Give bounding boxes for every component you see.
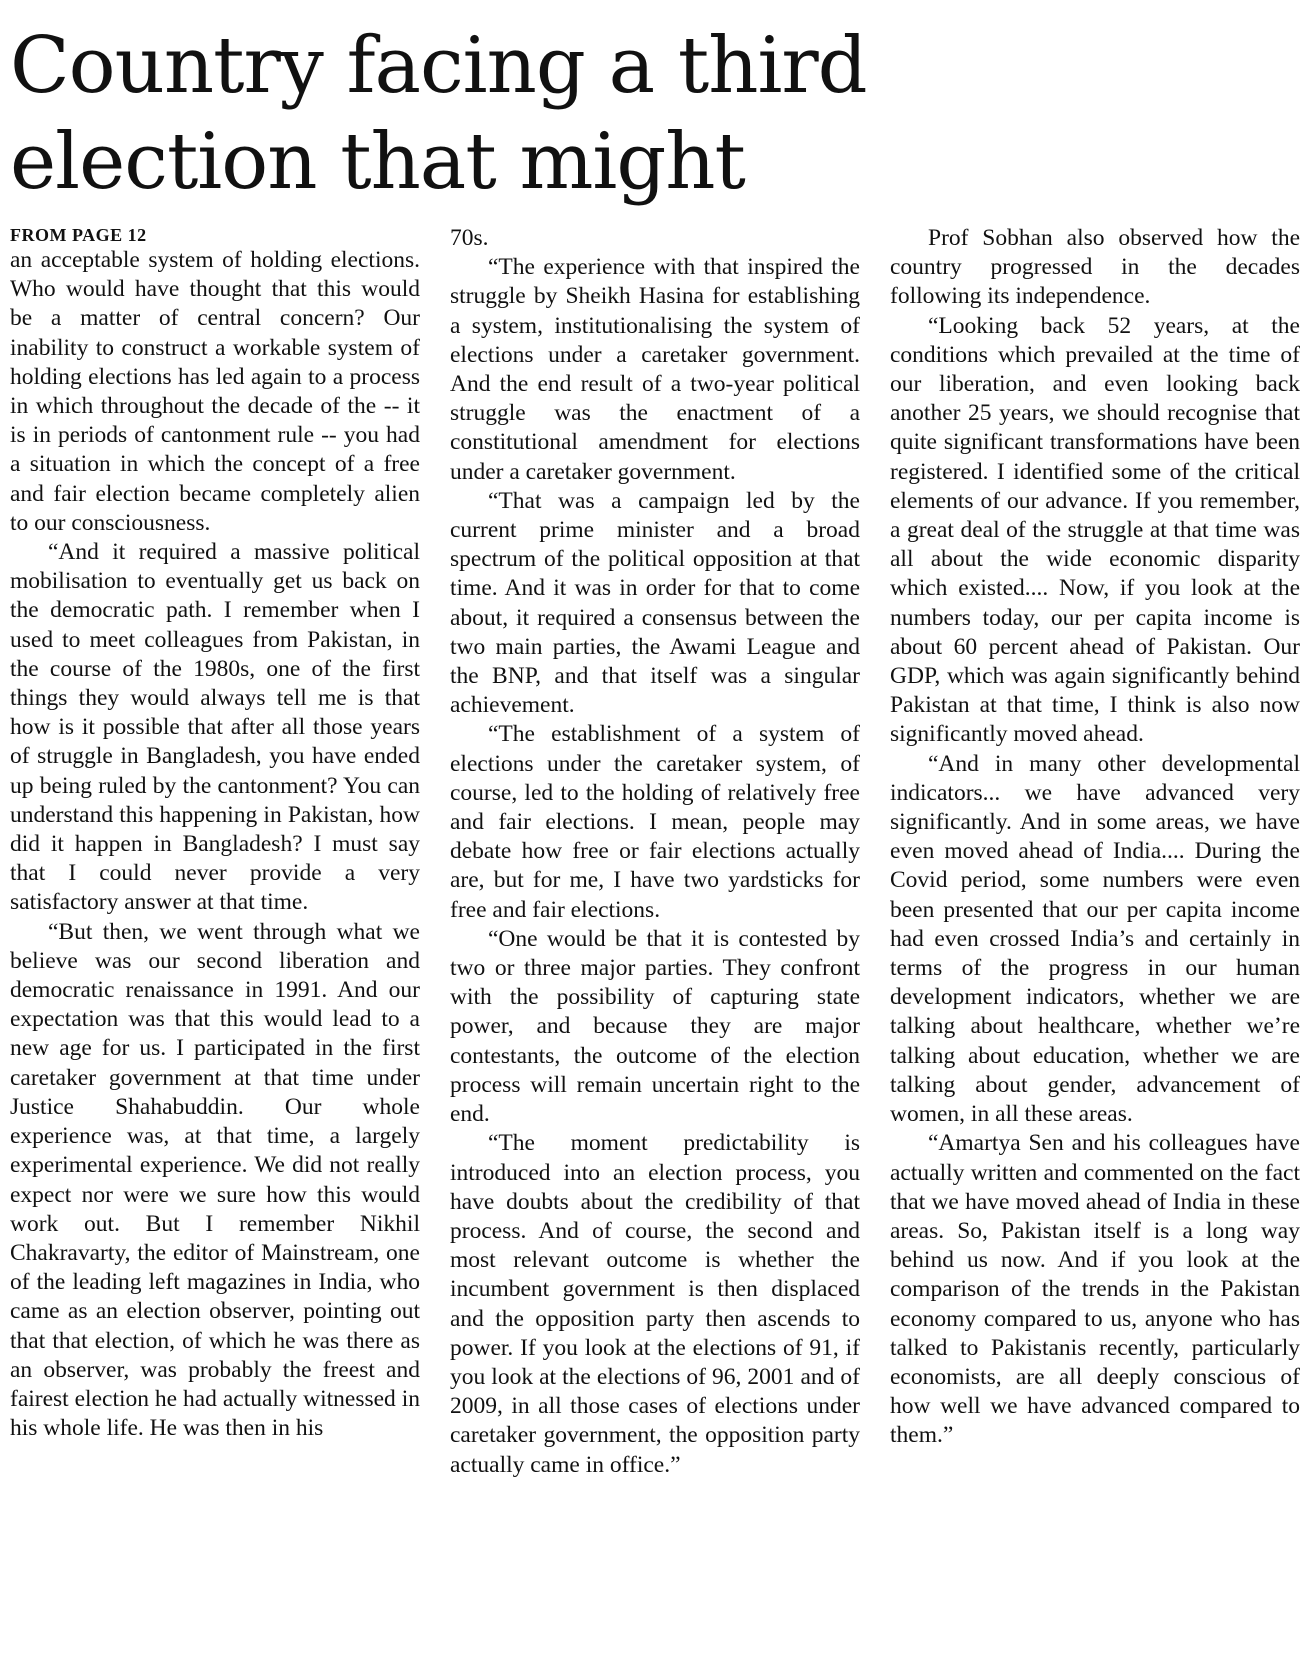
paragraph: “That was a campaign led by the current prime minister and a broad spectrum of the political opposition at that time. And it was in order for that to come about, it required a consensus between the two main parties, the Awami League and the BNP, and that itself was a singular achievement. — [450, 487, 860, 719]
paragraph: “And it required a massive political mobilisation to eventually get us back on the democratic path. I remember when I used to meet colleagues from Pakistan, in the course of the 1980s, one of the first things they would always tell me is that how is it possible that after all those years of struggle in Bangladesh, you have ended up being ruled by the cantonment? You can understand this happening in Pakistan, how did it happen in Bangladesh? I must say that I could never provide a very satisfactory answer at that time. — [10, 539, 420, 916]
article-column-2 — [450, 224, 860, 1480]
paragraph: “Amartya Sen and his colleagues have actually written and commented on the fact that we have moved ahead of India in these areas. So, Pakistan itself is a long way behind us now. And if you look at the comparison of the trends in the Pakistan economy compared to us, anyone who has talked to Pakistanis recently, particularly economists, are all deeply conscious of how well we have advanced compared to them.” — [890, 1130, 1300, 1449]
paragraph: Prof Sobhan also observed how the country progressed in the decades following its independence. — [890, 225, 1300, 310]
article-column-1 — [10, 224, 420, 1480]
paragraph: “And in many other developmental indicators... we have advanced very significantly. And in some areas, we have even moved ahead of India.... During the Covid period, some numbers were even been presented that our per capita income had even crossed India’s and certainly in terms of the progress in our human development indicators, whether we are talking about healthcare, whether we’re talking about education, whether we are talking about gender, advancement of women, in all these areas. — [890, 750, 1300, 1128]
article-column-3 — [890, 224, 1300, 1480]
paragraph: “One would be that it is contested by two or three major parties. They confront with the possibility of capturing state power, and because they are major contestants, the outcome of the election process will remain uncertain right to the end. — [450, 925, 860, 1128]
paragraph: “But then, we went through what we believe was our second liberation and democratic renaissance in 1991. And our expectation was that this would lead to a new age for us. I participated in the first caretaker government at that time under Justice Shahabuddin. Our whole experience was, at that time, a largely experimental experience. We did not really expect nor were we sure how this would work out. But I remember Nikhil Chakravarty, the editor of Mainstream, one of the leading left magazines in India, who came as an election observer, pointing out that that election, of which he was there as an observer, was probably the freest and fairest election he had actually witnessed in his whole life. He was then in his — [10, 918, 420, 1442]
jump-label: FROM PAGE 12 — [10, 225, 147, 245]
article-headline: Country facing a third election that might — [10, 21, 867, 207]
article-body — [10, 224, 1300, 1480]
article-page — [10, 18, 1300, 1668]
paragraph: “The moment predictability is introduced into an election process, you have doubts about the credibility of that process. And of course, the second and most relevant outcome is whether the incumbent government is then displaced and the opposition party then ascends to power. If you look at the elections of 91, if you look at the elections of 96, 2001 and of 2009, in all those cases of elections under caretaker government, the opposition party actually came in office.” — [450, 1130, 860, 1478]
paragraph: “The experience with that inspired the struggle by Sheikh Hasina for establishing a system, institutionalising the system of elections under a caretaker government. And the end result of a two-year political struggle was the enactment of a constitutional amendment for elections under a caretaker government. — [450, 254, 860, 485]
paragraph: “Looking back 52 years, at the conditions which prevailed at the time of our liberation, and even looking back another 25 years, we should recognise that quite significant transformations have been registered. I identified some of the critical elements of our advance. If you remember, a great deal of the struggle at that time was all about the wide economic disparity which existed.... Now, if you look at the numbers today, our per capita income is about 60 percent ahead of Pakistan. Our GDP, which was again significantly behind Pakistan at that time, I think is also now significantly moved ahead. — [890, 312, 1300, 748]
paragraph: “The establishment of a system of elections under the caretaker system, of course, led to the holding of relatively free and fair elections. I mean, people may debate how free or fair elections actually are, but for me, I have two yardsticks for free and fair elections. — [450, 721, 860, 923]
paragraph: 70s. — [450, 225, 489, 251]
paragraph: an acceptable system of holding elections. Who would have thought that this would be a matter of central concern? Our inability to construct a workable system of holding elections has led again to a process in which throughout the decade of the -- it is in periods of cantonment rule -- you had a situation in which the concept of a free and fair election became completely alien to our consciousness. — [10, 247, 420, 536]
